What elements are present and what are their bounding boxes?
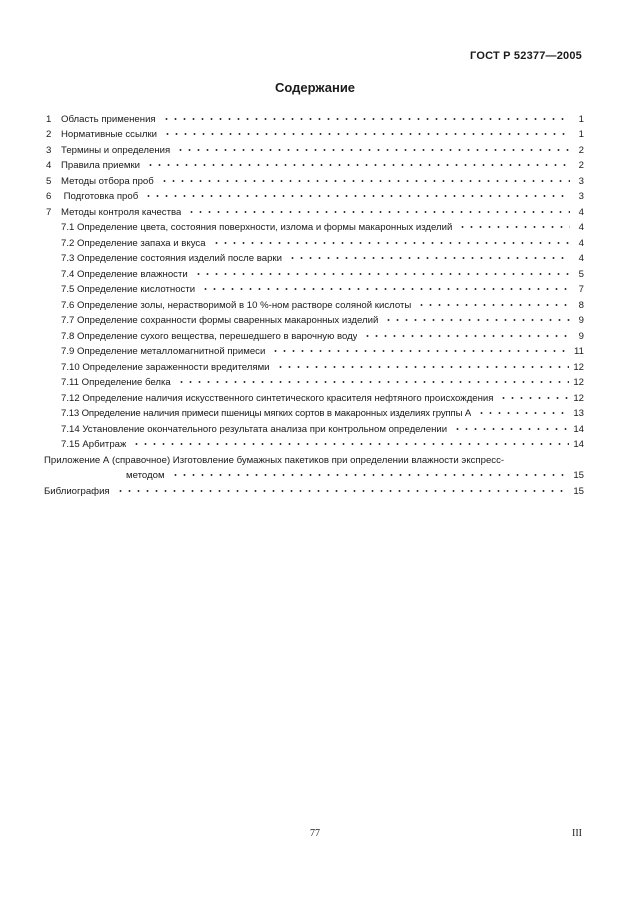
toc-entry-number: 5: [46, 175, 52, 187]
toc-entry-page: 5: [578, 268, 584, 280]
toc-entry-title: 7.7 Определение сохранности формы сваренных макаронных изделий: [61, 315, 379, 326]
toc-title: Содержание: [274, 80, 356, 95]
toc-entry-page: 12: [573, 377, 584, 388]
toc-entry-title: Нормативные ссылки: [61, 129, 158, 140]
leader-dots: [177, 377, 570, 387]
toc-entry-page: 12: [573, 361, 584, 373]
toc-entry-page: 4: [578, 206, 584, 218]
toc-entry-title: 7.11 Определение белка: [61, 377, 171, 388]
leader-dots: [477, 408, 569, 418]
leader-dots: [144, 191, 570, 201]
toc-entry[interactable]: [46, 126, 584, 142]
leader-dots: [194, 269, 570, 279]
toc-subentry[interactable]: [46, 312, 584, 328]
toc-entry-title: 7.14 Установление окончательного результата анализа при контрольном определении: [61, 423, 448, 435]
toc-entry-title: 7.4 Определение влажности: [61, 268, 188, 280]
leader-dots: [162, 114, 570, 124]
standard-code: ГОСТ Р 52377—2005: [470, 50, 582, 62]
toc-entry[interactable]: [46, 203, 584, 219]
bibliography-title: Библиография: [44, 485, 110, 497]
toc-subentry[interactable]: [46, 296, 584, 312]
leader-dots: [176, 145, 570, 155]
leader-dots: [201, 284, 570, 294]
toc-entry-page: 14: [573, 423, 584, 435]
toc-entry-page: 14: [573, 439, 584, 450]
toc-subentry[interactable]: [46, 281, 584, 297]
toc-entry-title: 7.10 Определение зараженности вредителями: [61, 361, 270, 373]
toc-subentry[interactable]: [46, 219, 584, 235]
toc-entry-page: 13: [573, 408, 584, 419]
toc-entry-page: 4: [578, 253, 584, 264]
toc-subentry[interactable]: [46, 327, 584, 343]
toc-subentry[interactable]: [46, 343, 584, 359]
toc-entry-title: Подготовка проб: [61, 191, 139, 202]
toc-subentry[interactable]: [46, 436, 584, 452]
toc-entry-page: 1: [578, 129, 584, 140]
toc-entry-page: 9: [578, 330, 584, 342]
leader-dots: [458, 222, 570, 232]
appendix-title-line1: Приложение А (справочное) Изготовление бумажных пакетиков при определении влажности экспресс-: [44, 454, 505, 466]
toc-entry-page: 2: [578, 160, 584, 171]
toc-entry-title: 7.15 Арбитраж: [61, 439, 127, 450]
leader-dots: [384, 315, 570, 325]
toc-bibliography[interactable]: [44, 482, 584, 498]
toc-entry[interactable]: [46, 157, 584, 173]
toc-entry-page: 1: [578, 113, 584, 125]
toc-entry-title: Область применения: [61, 113, 156, 125]
toc-entry-page: 4: [578, 222, 584, 233]
toc-entry-title: 7.13 Определение наличия примеси пшеницы мягких сортов в макаронных изделиях группы А: [61, 408, 472, 419]
toc-entry-page: 15: [573, 470, 584, 481]
leader-dots: [116, 486, 570, 496]
toc-entry[interactable]: [46, 172, 584, 188]
toc-entry-title: 7.3 Определение состояния изделий после варки: [61, 253, 282, 264]
appendix-title-line2: методом: [126, 470, 165, 481]
toc-entry-title: 7.5 Определение кислотности: [61, 284, 196, 295]
toc-subentry[interactable]: [46, 374, 584, 390]
toc-entry-page: 7: [578, 284, 584, 295]
toc-entry-title: Термины и определения: [61, 144, 171, 156]
toc-entry-number: 4: [46, 160, 52, 171]
toc-entry[interactable]: [46, 188, 584, 204]
toc-entry-title: 7.9 Определение металломагнитной примеси: [61, 346, 266, 357]
toc-entry-title: Правила приемки: [61, 160, 140, 171]
toc-entry[interactable]: [46, 141, 584, 157]
toc-entry-title: Методы контроля качества: [61, 206, 182, 218]
toc-entry-page: 8: [578, 299, 584, 311]
leader-dots: [288, 253, 570, 263]
toc-entry-number: 3: [46, 144, 52, 156]
toc-entry-title: 7.1 Определение цвета, состояния поверхности, излома и формы макаронных изделий: [61, 222, 453, 233]
leader-dots: [187, 207, 570, 217]
toc-entry-page: 9: [578, 315, 584, 326]
roman-page-number: III: [572, 828, 582, 839]
toc-appendix[interactable]: [44, 451, 584, 467]
leader-dots: [146, 160, 570, 170]
toc-entry-title: 7.6 Определение золы, нерастворимой в 10 %-ном растворе соляной кислоты: [61, 299, 412, 311]
toc-entry-title: Методы отбора проб: [61, 175, 154, 187]
leader-dots: [163, 129, 570, 139]
leader-dots: [271, 346, 570, 356]
leader-dots: [499, 393, 569, 403]
leader-dots: [363, 331, 570, 341]
toc-appendix-cont[interactable]: [46, 467, 584, 483]
toc-entry-page: 3: [578, 175, 584, 187]
toc-entry-number: 1: [46, 113, 52, 125]
toc-entry-page: 11: [574, 346, 584, 357]
leader-dots: [276, 362, 570, 372]
table-of-contents: [46, 110, 584, 498]
toc-entry-title: 7.2 Определение запаха и вкуса: [61, 237, 206, 249]
toc-subentry[interactable]: [46, 420, 584, 436]
toc-subentry[interactable]: [46, 358, 584, 374]
leader-dots: [171, 470, 570, 480]
toc-subentry[interactable]: [46, 265, 584, 281]
toc-subentry[interactable]: [46, 389, 584, 405]
leader-dots: [417, 300, 570, 310]
leader-dots: [453, 424, 569, 434]
leader-dots: [160, 176, 570, 186]
toc-subentry[interactable]: [46, 250, 584, 266]
toc-entry-number: 7: [46, 206, 52, 218]
page-number: 77: [310, 828, 320, 839]
toc-entry[interactable]: [46, 110, 584, 126]
toc-entry-number: 6: [46, 191, 52, 202]
toc-entry-page: 4: [578, 237, 584, 249]
toc-entry-title: 7.12 Определение наличия искусственного синтетического красителя нефтяного происхождения: [61, 392, 494, 404]
toc-entry-page: 3: [578, 191, 584, 202]
toc-subentry[interactable]: [46, 405, 584, 421]
toc-entry-page: 2: [578, 144, 584, 156]
toc-entry-page: 12: [573, 392, 584, 404]
leader-dots: [212, 238, 570, 248]
toc-subentry[interactable]: [46, 234, 584, 250]
toc-entry-title: 7.8 Определение сухого вещества, перешедшего в варочную воду: [61, 330, 358, 342]
toc-entry-number: 2: [46, 129, 52, 140]
leader-dots: [132, 439, 569, 449]
toc-entry-page: 15: [573, 485, 584, 497]
